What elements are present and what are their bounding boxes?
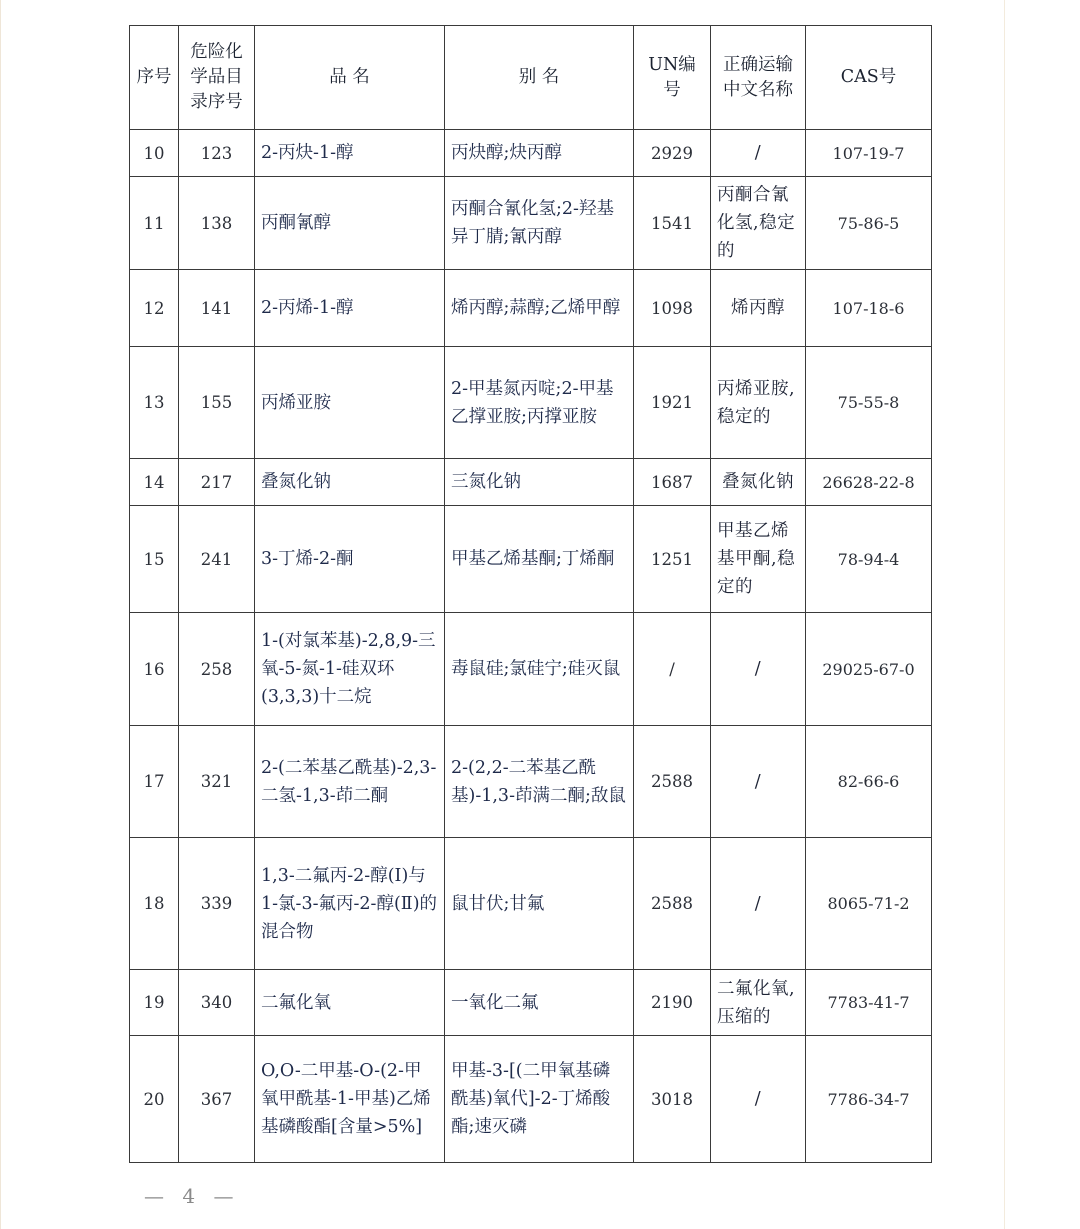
cell-name: 2-(二苯基乙酰基)-2,3-二氢-1,3-茚二酮 [255, 726, 445, 838]
cell-alias: 烯丙醇;蒜醇;乙烯甲醇 [445, 270, 634, 347]
header-alias: 别 名 [445, 26, 634, 130]
cell-seq: 14 [130, 459, 179, 506]
cell-catalog: 217 [179, 459, 255, 506]
cell-name: 1,3-二氟丙-2-醇(Ⅰ)与1-氯-3-氟丙-2-醇(Ⅱ)的混合物 [255, 838, 445, 970]
header-name: 品 名 [255, 26, 445, 130]
cell-shipping: / [711, 613, 806, 726]
cell-cas: 75-55-8 [806, 347, 932, 459]
table-row [130, 459, 932, 506]
cell-catalog: 141 [179, 270, 255, 347]
table-row [130, 726, 932, 838]
cell-catalog: 339 [179, 838, 255, 970]
cell-un: / [634, 613, 711, 726]
cell-un: 1921 [634, 347, 711, 459]
table-row [130, 270, 932, 347]
cell-cas: 7783-41-7 [806, 970, 932, 1036]
cell-name: 2-丙烯-1-醇 [255, 270, 445, 347]
table-row [130, 970, 932, 1036]
cell-name: 丙烯亚胺 [255, 347, 445, 459]
cell-un: 1098 [634, 270, 711, 347]
table-row [130, 613, 932, 726]
cell-un: 2588 [634, 726, 711, 838]
cell-alias: 2-(2,2-二苯基乙酰基)-1,3-茚满二酮;敌鼠 [445, 726, 634, 838]
cell-seq: 11 [130, 177, 179, 270]
cell-name: O,O-二甲基-O-(2-甲氧甲酰基-1-甲基)乙烯基磷酸酯[含量>5%] [255, 1036, 445, 1163]
cell-un: 2929 [634, 130, 711, 177]
page-edge-right [1004, 0, 1005, 1229]
header-shipping: 正确运输中文名称 [711, 26, 806, 130]
cell-alias: 一氧化二氟 [445, 970, 634, 1036]
cell-seq: 17 [130, 726, 179, 838]
table-row [130, 347, 932, 459]
cell-alias: 毒鼠硅;氯硅宁;硅灭鼠 [445, 613, 634, 726]
cell-catalog: 367 [179, 1036, 255, 1163]
cell-alias: 2-甲基氮丙啶;2-甲基乙撑亚胺;丙撑亚胺 [445, 347, 634, 459]
table-header-row [130, 26, 932, 130]
cell-shipping: 叠氮化钠 [711, 459, 806, 506]
cell-shipping: / [711, 1036, 806, 1163]
cell-alias: 丙炔醇;炔丙醇 [445, 130, 634, 177]
cell-seq: 15 [130, 506, 179, 613]
table-row [130, 838, 932, 970]
cell-seq: 12 [130, 270, 179, 347]
cell-alias: 鼠甘伏;甘氟 [445, 838, 634, 970]
cell-alias: 三氮化钠 [445, 459, 634, 506]
cell-un: 1541 [634, 177, 711, 270]
cell-shipping: / [711, 130, 806, 177]
cell-cas: 29025-67-0 [806, 613, 932, 726]
cell-alias: 丙酮合氰化氢;2-羟基异丁腈;氰丙醇 [445, 177, 634, 270]
cell-un: 1687 [634, 459, 711, 506]
cell-seq: 19 [130, 970, 179, 1036]
cell-cas: 26628-22-8 [806, 459, 932, 506]
cell-name: 2-丙炔-1-醇 [255, 130, 445, 177]
cell-catalog: 155 [179, 347, 255, 459]
header-catalog: 危险化学品目录序号 [179, 26, 255, 130]
cell-shipping: 烯丙醇 [711, 270, 806, 347]
table-row [130, 130, 932, 177]
header-cas: CAS号 [806, 26, 932, 130]
page-edge-left [0, 0, 1, 1229]
cell-shipping: / [711, 838, 806, 970]
cell-name: 1-(对氯苯基)-2,8,9-三氧-5-氮-1-硅双环(3,3,3)十二烷 [255, 613, 445, 726]
header-un: UN编号 [634, 26, 711, 130]
cell-un: 2588 [634, 838, 711, 970]
cell-un: 3018 [634, 1036, 711, 1163]
cell-shipping: 二氟化氧,压缩的 [711, 970, 806, 1036]
cell-seq: 16 [130, 613, 179, 726]
cell-catalog: 241 [179, 506, 255, 613]
cell-cas: 8065-71-2 [806, 838, 932, 970]
cell-name: 二氟化氧 [255, 970, 445, 1036]
table-row [130, 177, 932, 270]
page-number: — 4 — [144, 1184, 240, 1208]
cell-catalog: 340 [179, 970, 255, 1036]
cell-cas: 7786-34-7 [806, 1036, 932, 1163]
cell-name: 丙酮氰醇 [255, 177, 445, 270]
cell-cas: 107-18-6 [806, 270, 932, 347]
table-row [130, 1036, 932, 1163]
hazardous-chemicals-table [129, 25, 932, 1163]
cell-alias: 甲基-3-[(二甲氧基磷酰基)氧代]-2-丁烯酸酯;速灭磷 [445, 1036, 634, 1163]
cell-seq: 18 [130, 838, 179, 970]
cell-shipping: 甲基乙烯基甲酮,稳定的 [711, 506, 806, 613]
cell-un: 1251 [634, 506, 711, 613]
cell-cas: 75-86-5 [806, 177, 932, 270]
cell-shipping: 丙烯亚胺,稳定的 [711, 347, 806, 459]
cell-cas: 107-19-7 [806, 130, 932, 177]
header-seq: 序号 [130, 26, 179, 130]
cell-un: 2190 [634, 970, 711, 1036]
cell-alias: 甲基乙烯基酮;丁烯酮 [445, 506, 634, 613]
cell-catalog: 258 [179, 613, 255, 726]
cell-name: 叠氮化钠 [255, 459, 445, 506]
cell-cas: 78-94-4 [806, 506, 932, 613]
cell-catalog: 123 [179, 130, 255, 177]
cell-shipping: 丙酮合氰化氢,稳定的 [711, 177, 806, 270]
table-row [130, 506, 932, 613]
cell-seq: 10 [130, 130, 179, 177]
cell-seq: 13 [130, 347, 179, 459]
cell-catalog: 138 [179, 177, 255, 270]
cell-shipping: / [711, 726, 806, 838]
cell-seq: 20 [130, 1036, 179, 1163]
cell-name: 3-丁烯-2-酮 [255, 506, 445, 613]
cell-catalog: 321 [179, 726, 255, 838]
cell-cas: 82-66-6 [806, 726, 932, 838]
